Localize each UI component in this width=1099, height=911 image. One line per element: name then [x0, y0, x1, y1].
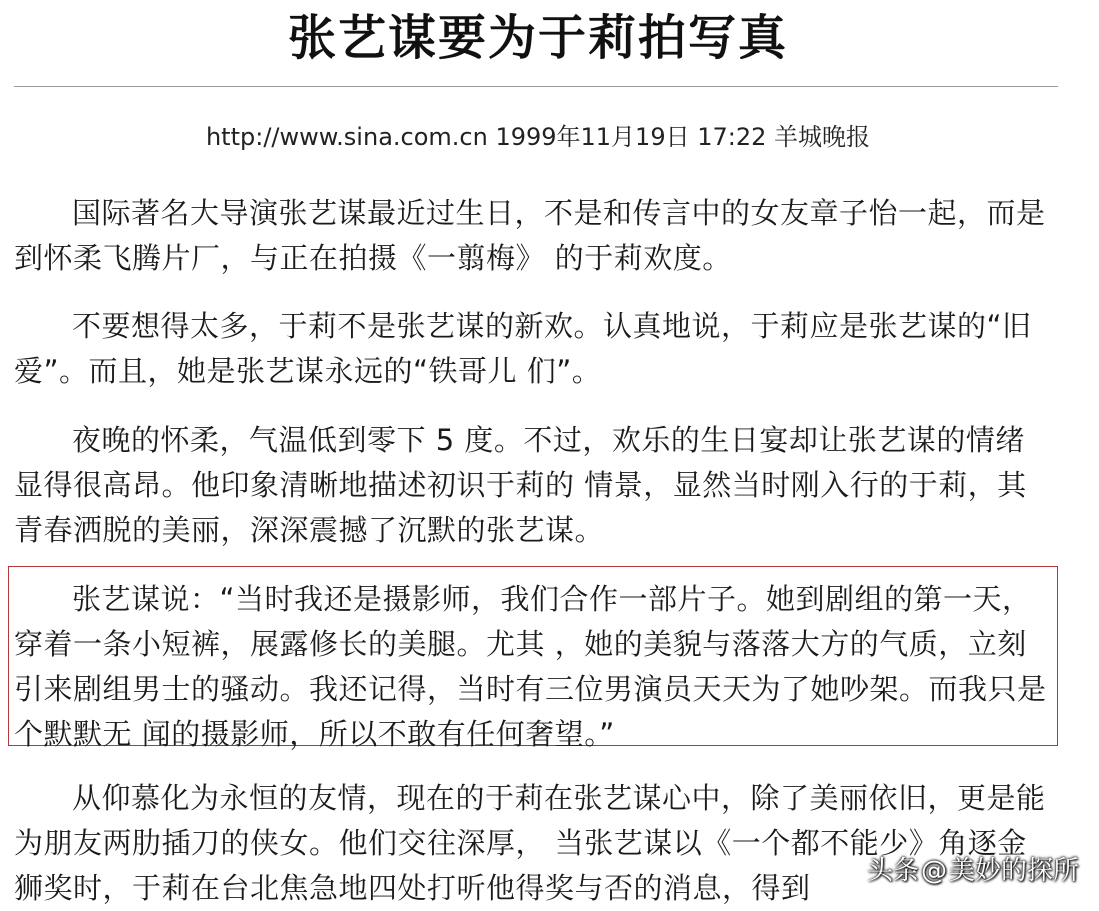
- paragraph-1: 国际著名大导演张艺谋最近过生日，不是和传言中的女友章子怡一起，而是到怀柔飞腾片厂，与正在拍摄《一翦梅》 的于莉欢度。: [14, 196, 1046, 275]
- quote-paragraph: 张艺谋说：“当时我还是摄影师，我们合作一部片子。她到剧组的第一天，穿着一条小短裤，展露修长的美腿。尤其 ，她的美貌与落落大方的气质，立刻引来剧组男士的骚动。我还记得，当时有三位男演员天天为了她吵架。而我只是个默默无 闻的摄影师，所以不敢有任何奢望。”: [14, 582, 1047, 751]
- watermark-prefix: 头条: [866, 856, 919, 886]
- article-title: 张艺谋要为于莉拍写真: [287, 10, 788, 66]
- paragraph-3: 夜晚的怀柔，气温低到零下 5 度。不过，欢乐的生日宴却让张艺谋的情绪显得很高昂。他印象清晰地描述初识于莉的 情景，显然当时刚入行的于莉，其青春洒脱的美丽，深深震撼了沉默的张艺谋。: [14, 423, 1027, 547]
- source-watermark: [867, 853, 1079, 889]
- title-divider: [14, 86, 1058, 87]
- article-source-line: http://www.sina.com.cn 1999年11月19日 17:22 羊城晚报: [205, 123, 871, 151]
- watermark-name: 美妙的探所: [948, 856, 1079, 886]
- paragraph-2: 不要想得太多，于莉不是张艺谋的新欢。认真地说，于莉应是张艺谋的“旧爱”。而且，她是张艺谋永远的“铁哥儿 们”。: [14, 309, 1032, 388]
- at-symbol-icon: @: [920, 856, 947, 886]
- paragraph-5: 从仰慕化为永恒的友情，现在的于莉在张艺谋心中，除了美丽依旧，更是能为朋友两肋插刀的侠女。他们交往深厚， 当张艺谋以《一个都不能少》角逐金狮奖时，于莉在台北焦急地四处打听他得奖与否的消息，得到: [14, 781, 1046, 905]
